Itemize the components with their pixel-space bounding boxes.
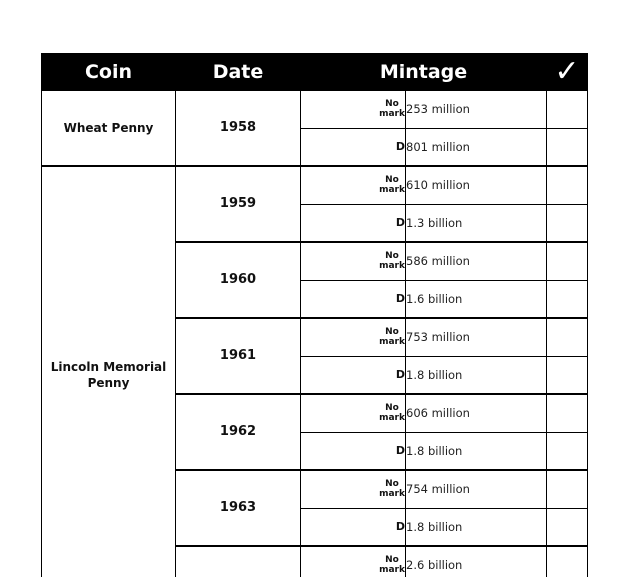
year-cell: 1958 — [176, 90, 301, 166]
checkbox-cell[interactable] — [547, 470, 588, 508]
table-body — [42, 90, 588, 577]
mint-mark: D — [301, 508, 406, 546]
year-cell: 1962 — [176, 394, 301, 470]
mint-mark — [301, 394, 406, 432]
mint-mark-label: No mark — [379, 403, 405, 424]
year-cell: 1960 — [176, 242, 301, 318]
checkbox-cell[interactable] — [547, 508, 588, 546]
mintage-value: 1.3 billion — [406, 204, 547, 242]
table-row — [42, 166, 588, 204]
mint-mark: D — [301, 356, 406, 394]
mintage-value: 1.6 billion — [406, 280, 547, 318]
mintage-value: 1.8 billion — [406, 508, 547, 546]
mint-mark — [301, 318, 406, 356]
mintage-value: 1.8 billion — [406, 356, 547, 394]
mintage-value: 753 million — [406, 318, 547, 356]
header-coin: Coin — [42, 54, 176, 91]
mint-mark — [301, 166, 406, 204]
mint-mark: D — [301, 432, 406, 470]
coin-name: Lincoln Memorial Penny — [42, 166, 176, 577]
mintage-value: 2.6 billion — [406, 546, 547, 577]
table-row — [42, 90, 588, 128]
mintage-value: 1.8 billion — [406, 432, 547, 470]
coin-name: Wheat Penny — [42, 90, 176, 166]
mint-mark: D — [301, 204, 406, 242]
mint-mark — [301, 90, 406, 128]
header-row — [42, 54, 588, 91]
checkbox-cell[interactable] — [547, 432, 588, 470]
mintage-value: 754 million — [406, 470, 547, 508]
mint-mark — [301, 470, 406, 508]
checkbox-cell[interactable] — [547, 356, 588, 394]
mint-mark-label: No mark — [379, 175, 405, 196]
checkbox-cell[interactable] — [547, 280, 588, 318]
year-cell: 1961 — [176, 318, 301, 394]
year-cell: 1959 — [176, 166, 301, 242]
mint-mark-label: No mark — [379, 479, 405, 500]
mint-mark-label: No mark — [379, 555, 405, 576]
checkbox-cell[interactable] — [547, 204, 588, 242]
mint-mark: D — [301, 280, 406, 318]
checkbox-cell[interactable] — [547, 318, 588, 356]
year-cell — [176, 546, 301, 577]
mintage-value: 253 million — [406, 90, 547, 128]
checkbox-cell[interactable] — [547, 242, 588, 280]
mint-mark-label: No mark — [379, 99, 405, 120]
checkbox-cell[interactable] — [547, 166, 588, 204]
checkbox-cell[interactable] — [547, 546, 588, 577]
mintage-value: 610 million — [406, 166, 547, 204]
mint-mark — [301, 546, 406, 577]
mint-mark-label: No mark — [379, 251, 405, 272]
header-checkmark-icon: ✓ — [547, 54, 588, 91]
mint-mark: D — [301, 128, 406, 166]
mintage-value: 801 million — [406, 128, 547, 166]
mintage-value: 586 million — [406, 242, 547, 280]
year-cell: 1963 — [176, 470, 301, 546]
header-mintage: Mintage — [301, 54, 547, 91]
mint-mark — [301, 242, 406, 280]
mint-mark-label: No mark — [379, 327, 405, 348]
checkbox-cell[interactable] — [547, 90, 588, 128]
header-date: Date — [176, 54, 301, 91]
checkbox-cell[interactable] — [547, 394, 588, 432]
checkbox-cell[interactable] — [547, 128, 588, 166]
coin-checklist-table — [41, 53, 588, 577]
mintage-value: 606 million — [406, 394, 547, 432]
